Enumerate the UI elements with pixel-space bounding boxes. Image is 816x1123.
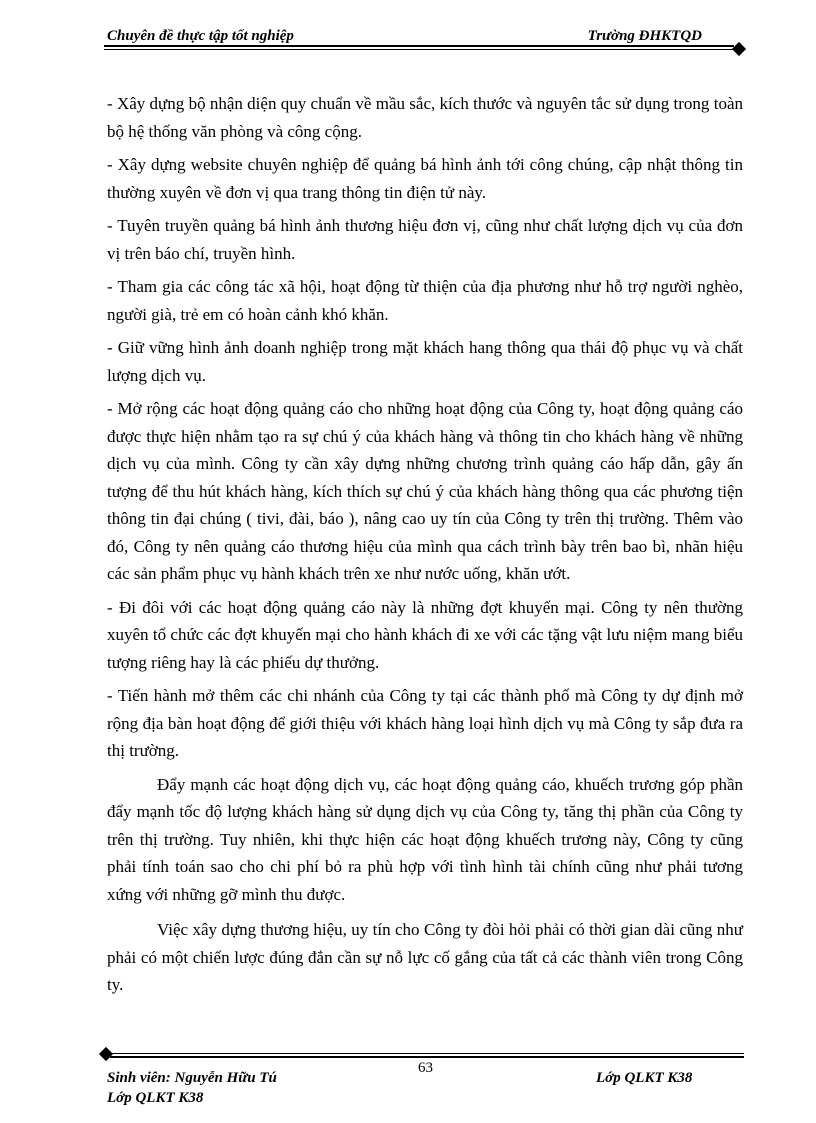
bullet-paragraph: - Tiến hành mở thêm các chi nhánh của Công ty tại các thành phố mà Công ty dự định mở rộng địa bàn hoạt động để giới thiệu với khách hàng loại hình dịch vụ mà Công ty sắp đưa ra thị trường. [107, 686, 743, 760]
bullet-paragraph: - Đi đôi với các hoạt động quảng cáo này là những đợt khuyến mại. Công ty nên thường xuyên tổ chức các đợt khuyến mại cho hành khách đi xe với các tặng vật lưu niệm mang biểu tượng riêng hay là các phiếu dự thưởng. [107, 597, 743, 672]
bullet-paragraph: - Tuyên truyền quảng bá hình ảnh thương hiệu đơn vị, cũng như chất lượng dịch vụ của đơn vị trên báo chí, truyền hình. [107, 216, 743, 263]
page-number: 63 [418, 1060, 433, 1076]
body-paragraph: Đẩy mạnh các hoạt động dịch vụ, các hoạt động quảng cáo, khuếch trương góp phần đẩy mạnh tốc độ lượng khách hàng sử dụng dịch vụ của Công ty, tăng thị phần của Công ty trên thị trường. Tuy nhiên, khi thực hiện các hoạt động khuếch trương này, Công ty cũng phải tính toán sao cho chi phí bỏ ra phù hợp với tình hình tài chính cũng như phải tương xứng với những gỡ mình thu được. [107, 774, 743, 904]
diamond-ornament-icon [732, 42, 746, 56]
page-body [107, 90, 743, 1007]
document-title: Chuyên đề thực tập tốt nghiệp [107, 28, 294, 44]
class-label: Lớp QLKT K38 [596, 1070, 693, 1086]
school-name: Trường ĐHKTQD [587, 28, 702, 44]
student-name: Sinh viên: Nguyễn Hữu Tú [107, 1070, 277, 1086]
body-paragraph: Việc xây dựng thương hiệu, uy tín cho Công ty đòi hỏi phải có thời gian dài cũng như phải có một chiến lược đúng đắn cần sự nỗ lực cố gắng của tất cả các thành viên trong Công ty. [107, 920, 743, 994]
bullet-paragraph: - Xây dựng website chuyên nghiệp để quảng bá hình ảnh tới công chúng, cập nhật thông tin thường xuyên về đơn vị qua trang thông tin điện tử này. [107, 155, 743, 202]
class-label: Lớp QLKT K38 [107, 1090, 204, 1106]
bullet-paragraph: - Mở rộng các hoạt động quảng cáo cho những hoạt động của Công ty, hoạt động quảng cáo được thực hiện nhằm tạo ra sự chú ý của khách hàng và thông tin cho khách hàng về những dịch vụ của mình. Công ty cần xây dựng những chương trình quảng cáo hấp dẫn, gây ấn tượng để thu hút khách hàng, kích thích sự chú ý của khách hàng thông qua các phương tiện thông tin đại chúng ( tivi, đài, báo ), nâng cao uy tín của Công ty trên thị trường. Thêm vào đó, Công ty nên quảng cáo thương hiệu của mình qua cách trình bày trên bao bì, nhãn hiệu các sản phẩm phục vụ hành khách trên xe như nước uống, khăn ướt. [107, 399, 743, 583]
bullet-paragraph: - Tham gia các công tác xã hội, hoạt động từ thiện của địa phương như hỗ trợ người nghèo, người già, trẻ em có hoàn cảnh khó khăn. [107, 277, 743, 324]
bullet-paragraph: - Giữ vững hình ảnh doanh nghiệp trong mặt khách hang thông qua thái độ phục vụ và chất lượng dịch vụ. [107, 338, 743, 385]
bullet-paragraph: - Xây dựng bộ nhận diện quy chuẩn về mầu sắc, kích thước và nguyên tắc sử dụng trong toàn bộ hệ thống văn phòng và công cộng. [107, 94, 743, 141]
diamond-ornament-icon [99, 1047, 113, 1061]
